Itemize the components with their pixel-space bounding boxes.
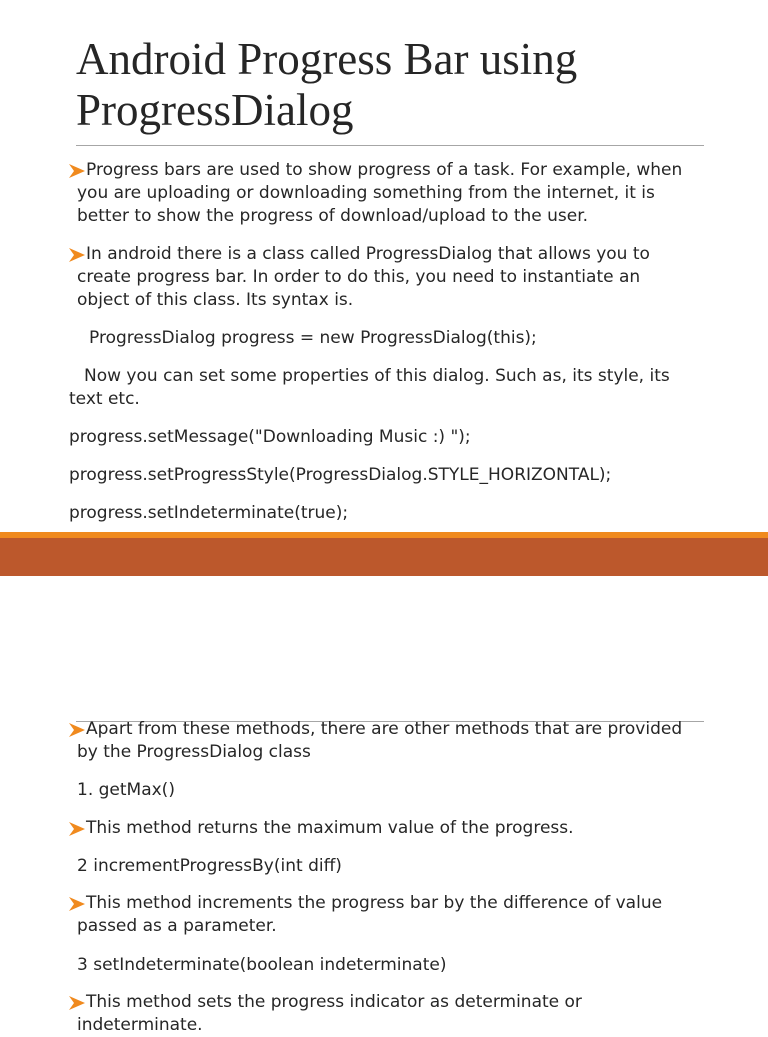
title-divider xyxy=(76,145,704,146)
slide-title-line-2: ProgressDialog xyxy=(76,85,354,135)
arrow-bullet-icon xyxy=(69,892,86,915)
method-3-description-line-1: This method sets the progress indicator as determinate or xyxy=(86,992,582,1012)
slide-accent-band xyxy=(0,538,768,576)
intro-line-2: by the ProgressDialog class xyxy=(77,742,311,762)
arrow-bullet-icon xyxy=(69,718,86,741)
bullet-2-line-2: create progress bar. In order to do this, you need to instantiate an xyxy=(77,267,641,287)
slide-title-line-1: Android Progress Bar using xyxy=(76,34,578,84)
properties-line-1: Now you can set some properties of this dialog. Such as, its style, its xyxy=(84,366,670,386)
bullet-1-line-2: you are uploading or downloading something from the internet, it is xyxy=(77,183,655,203)
method-2-description-line-1: This method increments the progress bar by the difference of value xyxy=(86,893,663,913)
bullet-2-line-3: object of this class. Its syntax is. xyxy=(77,290,354,310)
code-set-progress-style: progress.setProgressStyle(ProgressDialog.STYLE_HORIZONTAL); xyxy=(69,465,612,485)
arrow-bullet-icon xyxy=(69,243,86,266)
arrow-bullet-icon xyxy=(69,991,86,1014)
properties-line-2: text etc. xyxy=(69,389,140,409)
bullet-2-line-1: In android there is a class called ProgressDialog that allows you to xyxy=(86,244,650,264)
method-3-description-line-2: indeterminate. xyxy=(77,1015,203,1035)
arrow-bullet-icon xyxy=(69,817,86,840)
method-1-name: 1. getMax() xyxy=(77,780,175,800)
bullet-1-line-3: better to show the progress of download/upload to the user. xyxy=(77,206,589,226)
code-set-indeterminate: progress.setIndeterminate(true); xyxy=(69,503,349,523)
code-instantiate: ProgressDialog progress = new ProgressDialog(this); xyxy=(89,328,537,348)
method-2-name: 2 incrementProgressBy(int diff) xyxy=(77,856,342,876)
arrow-bullet-icon xyxy=(69,159,86,182)
bullet-1-line-1: Progress bars are used to show progress of a task. For example, when xyxy=(86,160,683,180)
slide-title xyxy=(76,34,716,136)
slide-2 xyxy=(0,576,768,1035)
code-set-message: progress.setMessage("Downloading Music :) "); xyxy=(69,427,471,447)
method-1-description: This method returns the maximum value of the progress. xyxy=(86,818,574,838)
intro-line-1: Apart from these methods, there are other methods that are provided xyxy=(86,719,683,739)
method-2-description-line-2: passed as a parameter. xyxy=(77,916,277,936)
method-3-name: 3 setIndeterminate(boolean indeterminate) xyxy=(77,955,447,975)
